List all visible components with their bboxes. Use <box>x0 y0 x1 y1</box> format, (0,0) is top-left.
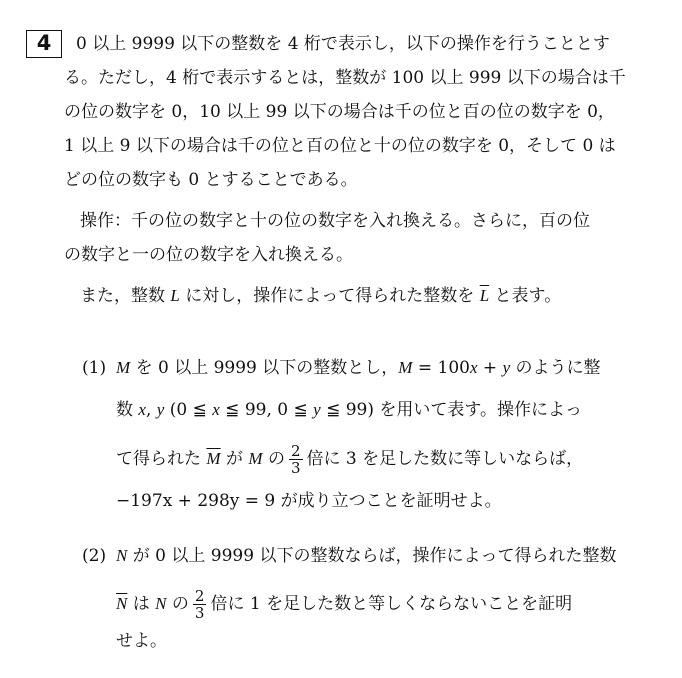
part1-line-4: −197x + 298y = 9 が成り立つことを証明せよ。 <box>116 491 502 511</box>
fraction-denominator: 3 <box>290 459 301 477</box>
p2-N: N <box>116 546 128 565</box>
p1l3-no: の <box>262 449 285 469</box>
fraction-denominator: 3 <box>194 604 205 622</box>
part2-line-1 <box>116 544 616 568</box>
p2-text: が 0 以上 9999 以下の整数ならば，操作によって得られた整数 <box>127 546 617 566</box>
p1l3-tail: 倍に 3 を足した数に等しいならば， <box>306 449 584 469</box>
operation-line-2: の数字と一の位の数字を入れ換える。 <box>64 245 353 265</box>
part1-line-2 <box>116 398 582 422</box>
notation-var: L <box>170 286 180 305</box>
p1l2-x: x <box>138 400 146 419</box>
notation-before: また，整数 <box>80 286 171 306</box>
p2l2-ha: は <box>127 594 156 614</box>
p1l2-y2: y <box>313 400 321 419</box>
problem-number-box: 4 <box>26 30 62 58</box>
p1-tail: のように整 <box>510 358 601 378</box>
p1l2-tail: ≦ 99) を用いて表す。操作によっ <box>320 400 583 420</box>
notation-middle: に対し，操作によって得られた整数を <box>179 286 480 306</box>
p1l2-cond-2: ≦ 99, 0 ≦ <box>219 400 314 420</box>
p1l2-cond-1: (0 ≦ <box>164 400 213 420</box>
p2l2-no: の <box>166 594 189 614</box>
p1l2-a: 数 <box>116 400 139 420</box>
p1l2-comma: , <box>145 400 157 420</box>
p1-eq: = 100 <box>412 358 470 378</box>
fraction-numerator: 2 <box>290 442 301 460</box>
p1-M2: M <box>398 358 413 377</box>
p1l3-ga: が <box>220 449 249 469</box>
fraction-two-thirds-2 <box>193 588 207 621</box>
part1-line-3 <box>116 443 583 476</box>
notation-after: と表す。 <box>489 286 562 306</box>
notation-line <box>80 284 561 308</box>
part2-line-2 <box>116 588 572 621</box>
part1-label: (1) <box>82 358 107 378</box>
notation-bar-var: $\overline{L}$ <box>479 286 490 305</box>
p2l2-tail: 倍に 1 を足した数と等しくならないことを証明 <box>210 594 573 614</box>
p1l2-x2: x <box>212 400 220 419</box>
intro-line-3: の位の数字を 0，10 以上 99 以下の場合は千の位と百の位の数字を 0， <box>64 102 615 122</box>
fraction-two-thirds <box>289 443 303 476</box>
p1-y: y <box>502 358 511 377</box>
intro-line-2: る。ただし，4 桁で表示するとは，整数が 100 以上 999 以下の場合は千 <box>64 68 626 88</box>
p1-M: M <box>116 358 131 377</box>
p2l2-Nbar: $\overline{N}$ <box>116 594 128 613</box>
intro-line-5: どの位の数字も 0 とすることである。 <box>64 170 358 190</box>
intro-line-1: 0 以上 9999 以下の整数を 4 桁で表示し，以下の操作を行うこととす <box>76 34 610 54</box>
p1-x: x <box>469 358 478 377</box>
part2-line-3: せよ。 <box>116 631 167 651</box>
part2-label: (2) <box>82 546 107 566</box>
p2l2-N: N <box>155 594 167 613</box>
intro-line-4: 1 以上 9 以下の場合は千の位と百の位と十の位の数字を 0，そして 0 は <box>64 136 616 156</box>
fraction-numerator: 2 <box>194 587 205 605</box>
part1-line-1 <box>116 356 601 380</box>
p1-plus: + <box>477 358 503 378</box>
p1l3-M: M <box>248 449 263 468</box>
operation-line-1: 操作：千の位の数字と十の位の数字を入れ換える。さらに，百の位 <box>80 211 590 231</box>
p1l2-y: y <box>156 400 165 419</box>
p1l3-Mbar: $\overline{M}$ <box>206 449 221 468</box>
p1-text: を 0 以上 9999 以下の整数とし， <box>130 358 399 378</box>
p1l3-a: て得られた <box>116 449 207 469</box>
